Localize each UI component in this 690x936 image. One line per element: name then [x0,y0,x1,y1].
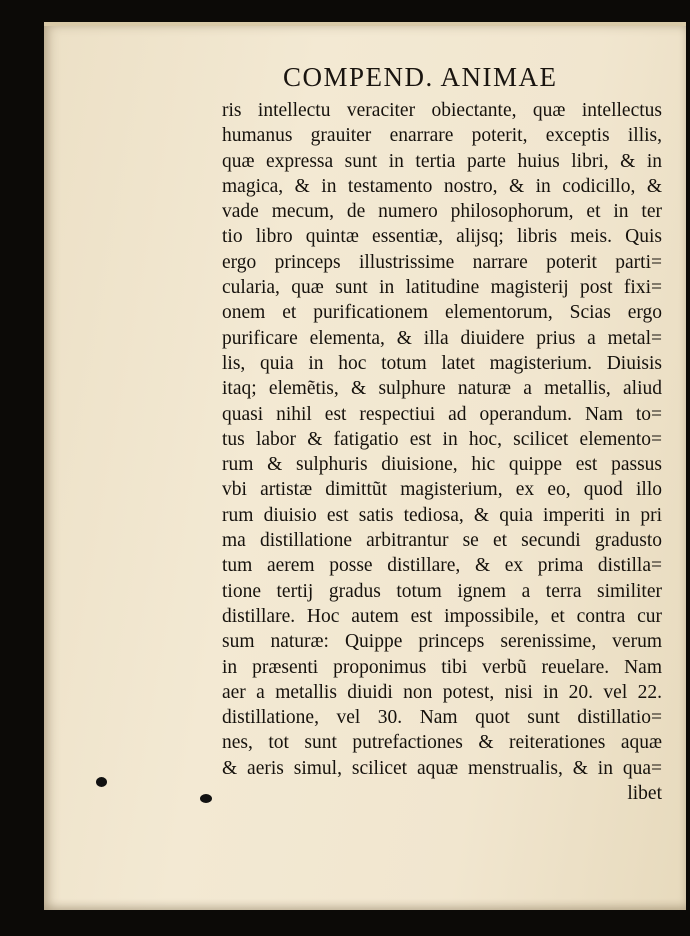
text-line: sum naturæ: Quippe princeps serenissime, verum [222,631,662,653]
text-line: rum diuisio est satis tediosa, & quia imperiti in pri [222,504,662,526]
text-line: distillatione, vel 30. Nam quot sunt distillatio= [222,707,662,729]
text-line: itaq; elemẽtis, & sulphure naturæ a metallis, aliud [222,378,662,400]
text-line: quæ expressa sunt in tertia parte huius libri, & in [222,150,662,172]
text-line: quasi nihil est respectiui ad operandum. Nam to= [222,403,662,425]
text-line: magica, & in testamento nostro, & in codicillo, & [222,175,662,197]
text-line: ergo princeps illustrissime narrare poterit parti= [222,251,662,273]
text-line: tus labor & fatigatio est in hoc, scilicet elemento= [222,428,662,450]
text-line: onem et purificationem elementorum, Scias ergo [222,302,662,324]
text-line: ma distillatione arbitrantur se et secundi gradusto [222,530,662,552]
text-line: tione tertij gradus totum ignem a terra similiter [222,580,662,602]
text-line: humanus grauiter enarrare poterit, exceptis illis, [222,125,662,147]
text-line: lis, quia in hoc totum latet magisterium. Diuisis [222,352,662,374]
text-line: tio libro quintæ essentiæ, alijsq; libris meis. Quis [222,226,662,248]
text-line: distillare. Hoc autem est impossibile, et contra cur [222,605,662,627]
text-line: aer a metallis diuidi non potest, nisi in 20. vel 22. [222,681,662,703]
ink-spot [96,777,107,787]
text-line: nes, tot sunt putrefactiones & reiterationes aquæ [222,732,662,754]
text-line: vade mecum, de numero philosophorum, et in ter [222,201,662,223]
running-head: COMPEND. ANIMAE [283,62,558,92]
ink-spot [200,794,212,803]
text-line: cularia, quæ sunt in latitudine magisterij post fixi= [222,277,662,299]
body-text [222,98,662,806]
catchword: libet [627,783,662,805]
text-line: vbi artistæ dimittũt magisterium, ex eo, quod illo [222,479,662,501]
text-line: in præsenti proponimus tibi verbũ reuelare. Nam [222,656,662,678]
text-line: tum aerem posse distillare, & ex prima distilla= [222,555,662,577]
text-line: ris intellectu veraciter obiectante, quæ intellectus [222,100,662,121]
text-line: purificare elementa, & illa diuidere prius a metal= [222,327,662,349]
text-line: rum & sulphuris diuisione, hic quippe est passus [222,454,662,476]
text-line: & aeris simul, scilicet aquæ menstrualis, & in qua= [222,757,662,779]
